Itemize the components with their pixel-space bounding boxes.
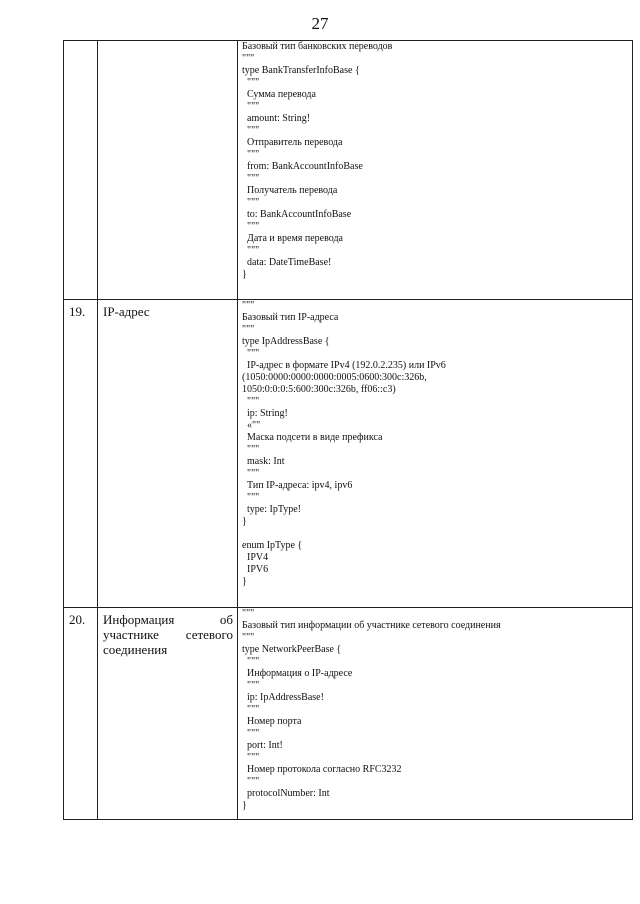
code-line: Сумма перевода bbox=[242, 89, 316, 100]
code-line: enum IpType { bbox=[242, 540, 303, 551]
code-line: IPV4 bbox=[242, 552, 269, 563]
table-row bbox=[64, 608, 633, 820]
code-line: port: Int! bbox=[242, 740, 283, 751]
table-row bbox=[64, 300, 633, 608]
code-line: """ bbox=[242, 752, 260, 763]
code-line: } bbox=[242, 516, 247, 527]
code-line: protocolNumber: Int bbox=[242, 788, 330, 799]
code-line: """ bbox=[242, 704, 260, 715]
code-line: """ bbox=[242, 396, 260, 407]
code-line: """ bbox=[242, 632, 255, 643]
schema-table bbox=[63, 40, 633, 820]
code-line: """ bbox=[242, 300, 255, 311]
row-name-line: участнике сетевого bbox=[103, 627, 233, 642]
code-line: } bbox=[242, 576, 247, 587]
code-line: data: DateTimeBase! bbox=[242, 257, 332, 268]
code-line: Маска подсети в виде префикса bbox=[242, 432, 383, 443]
row-number: 19. bbox=[64, 300, 98, 608]
code-line: """ bbox=[242, 101, 260, 112]
code-line: """ bbox=[242, 608, 255, 619]
code-block bbox=[238, 608, 633, 820]
code-line: """ bbox=[242, 468, 260, 479]
code-line: type IpAddressBase { bbox=[242, 336, 330, 347]
code-line: IP-адрес в формате IPv4 (192.0.2.235) или IPv6 bbox=[242, 360, 446, 371]
code-line: Базовый тип IP-адреса bbox=[242, 312, 339, 323]
code-line: type: IpType! bbox=[242, 504, 302, 515]
row-number bbox=[64, 41, 98, 300]
code-line: IPV6 bbox=[242, 564, 269, 575]
code-line: Базовый тип информации об участнике сетевого соединения bbox=[242, 620, 501, 631]
code-line: type BankTransferInfoBase { bbox=[242, 65, 360, 76]
code-line: from: BankAccountInfoBase bbox=[242, 161, 363, 172]
code-line: Номер порта bbox=[242, 716, 302, 727]
code-line: Отправитель перевода bbox=[242, 137, 343, 148]
code-block bbox=[238, 300, 633, 608]
code-line: (1050:0000:0000:0000:0005:0600:300c:326b, bbox=[242, 372, 427, 383]
code-line: amount: String! bbox=[242, 113, 311, 124]
code-line bbox=[242, 528, 630, 540]
code-line: """ bbox=[242, 728, 260, 739]
code-line: 1050:0:0:0:5:600:300c:326b, ff06::c3) bbox=[242, 384, 396, 395]
code-line: """ bbox=[242, 444, 260, 455]
row-number: 20. bbox=[64, 608, 98, 820]
code-block bbox=[238, 41, 633, 300]
code-line: Базовый тип банковских переводов bbox=[242, 41, 393, 52]
code-line: """ bbox=[242, 776, 260, 787]
code-line: Информация о IP-адресе bbox=[242, 668, 353, 679]
code-line: """ bbox=[242, 492, 260, 503]
code-line: ip: IpAddressBase! bbox=[242, 692, 324, 703]
code-line: """ bbox=[242, 149, 260, 160]
row-name-line: соединения bbox=[103, 642, 168, 657]
code-line: """ bbox=[242, 173, 260, 184]
table-row bbox=[64, 41, 633, 300]
code-line: Дата и время перевода bbox=[242, 233, 343, 244]
row-name bbox=[98, 41, 238, 300]
code-line: ip: String! bbox=[242, 408, 288, 419]
code-line: """ bbox=[242, 324, 255, 335]
code-line: to: BankAccountInfoBase bbox=[242, 209, 352, 220]
code-line: Тип IP-адреса: ipv4, ipv6 bbox=[242, 480, 353, 491]
code-line: } bbox=[242, 800, 247, 811]
page-number: 27 bbox=[311, 14, 329, 33]
code-line: """ bbox=[242, 221, 260, 232]
code-line: «"" bbox=[242, 420, 261, 431]
code-line: } bbox=[242, 269, 247, 280]
code-line: """ bbox=[242, 245, 260, 256]
code-line: """ bbox=[242, 348, 260, 359]
row-name bbox=[98, 608, 238, 820]
code-line: Получатель перевода bbox=[242, 185, 338, 196]
code-line: """ bbox=[242, 656, 260, 667]
code-line: mask: Int bbox=[242, 456, 285, 467]
code-line: """ bbox=[242, 680, 260, 691]
code-line: """ bbox=[242, 53, 255, 64]
row-name: IP-адрес bbox=[98, 300, 238, 608]
code-line: type NetworkPeerBase { bbox=[242, 644, 342, 655]
code-line: Номер протокола согласно RFC3232 bbox=[242, 764, 402, 775]
code-line: """ bbox=[242, 77, 260, 88]
code-line: """ bbox=[242, 197, 260, 208]
code-line: """ bbox=[242, 125, 260, 136]
row-name-line: Информация об bbox=[103, 612, 233, 627]
